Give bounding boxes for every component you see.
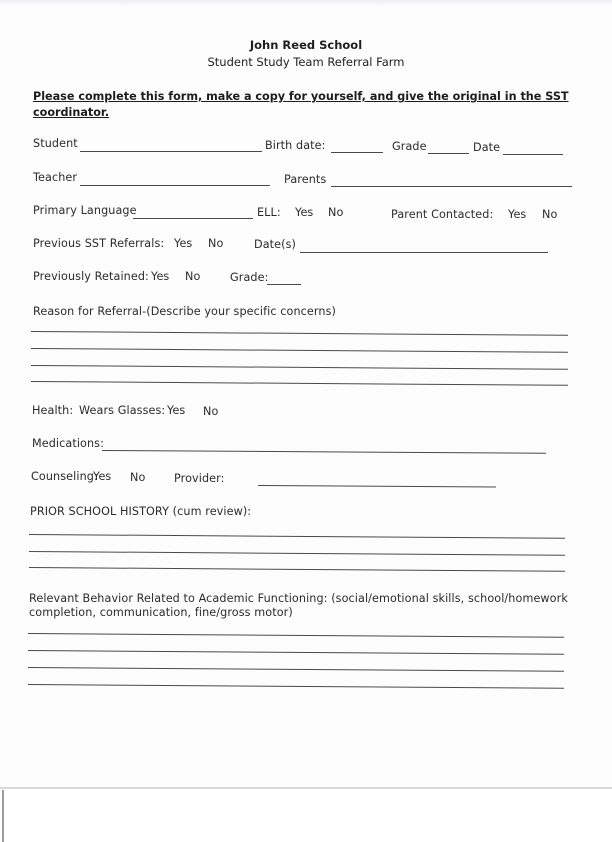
provider-field[interactable] (258, 485, 496, 488)
prior-school-history-label: PRIOR SCHOOL HISTORY (cum review): (30, 505, 252, 518)
date-field[interactable] (503, 154, 563, 155)
behavior-line-3[interactable] (28, 667, 564, 672)
prior-history-line-2[interactable] (29, 551, 565, 556)
behavior-line-4[interactable] (28, 684, 564, 689)
primary-language-field[interactable] (133, 218, 253, 219)
health-label: Health: (32, 404, 74, 417)
grade-field[interactable] (428, 153, 469, 154)
parent-contacted-yes-option[interactable]: Yes (508, 208, 527, 221)
parent-contacted-no-option[interactable]: No (542, 208, 558, 221)
medications-field[interactable] (102, 450, 546, 454)
glasses-no-option[interactable]: No (203, 405, 219, 418)
reason-line-3[interactable] (31, 365, 568, 370)
school-name: John Reed School (249, 38, 363, 52)
ell-label: ELL: (257, 206, 281, 219)
retained-grade-field[interactable] (267, 284, 301, 285)
reason-label: Reason for Referral-(Describe your specific concerns) (33, 305, 336, 318)
dates-field[interactable] (300, 252, 548, 253)
previous-sst-yes-option[interactable]: Yes (174, 237, 193, 250)
ell-yes-option[interactable]: Yes (295, 206, 314, 219)
previous-sst-no-option[interactable]: No (208, 237, 224, 250)
counseling-yes-option[interactable]: Yes (93, 470, 112, 483)
previous-sst-label: Previous SST Referrals: (33, 237, 165, 250)
reason-line-4[interactable] (31, 381, 568, 386)
reason-line-1[interactable] (31, 331, 568, 336)
birth-date-field[interactable] (331, 152, 383, 153)
medications-label: Medications: (32, 437, 104, 450)
instructions-line-1: Please complete this form, make a copy for yourself, and give the original in the SST (33, 90, 569, 103)
behavior-line-1[interactable] (28, 633, 564, 638)
glasses-yes-option[interactable]: Yes (167, 404, 186, 417)
teacher-field[interactable] (80, 185, 270, 186)
previously-retained-no-option[interactable]: No (185, 270, 201, 283)
retained-grade-label: Grade: (230, 271, 269, 284)
ell-no-option[interactable]: No (328, 206, 344, 219)
counseling-label: Counseling: (31, 470, 98, 483)
behavior-label-line-1: Relevant Behavior Related to Academic Functioning: (social/emotional skills, school/homework (29, 592, 568, 605)
student-field[interactable] (80, 151, 262, 152)
previously-retained-label: Previously Retained: (33, 270, 149, 283)
prior-history-line-1[interactable] (29, 534, 565, 539)
prior-history-line-3[interactable] (29, 567, 565, 572)
student-label: Student (33, 137, 78, 150)
instructions-line-2: coordinator. (33, 106, 110, 119)
teacher-label: Teacher (33, 171, 78, 184)
reason-line-2[interactable] (31, 348, 568, 353)
behavior-label-line-2: completion, communication, fine/gross motor) (29, 606, 293, 619)
dates-label: Date(s) (254, 238, 296, 251)
wears-glasses-label: Wears Glasses: (79, 404, 166, 417)
provider-label: Provider: (174, 472, 225, 485)
previously-retained-yes-option[interactable]: Yes (151, 270, 170, 283)
scanner-bed-area (4, 790, 612, 842)
primary-language-label: Primary Language (33, 204, 137, 217)
scan-edge-bottom (0, 787, 612, 789)
parent-contacted-label: Parent Contacted: (391, 208, 494, 221)
parents-field[interactable] (331, 186, 572, 187)
form-title: Student Study Team Referral Farm (207, 55, 405, 69)
birth-date-label: Birth date: (265, 139, 326, 152)
scan-edge-top (0, 0, 612, 6)
scan-edge-left (2, 790, 4, 842)
date-label: Date (473, 141, 501, 154)
parents-label: Parents (284, 173, 327, 186)
behavior-line-2[interactable] (28, 650, 564, 655)
grade-label: Grade (392, 140, 427, 153)
counseling-no-option[interactable]: No (130, 471, 146, 484)
